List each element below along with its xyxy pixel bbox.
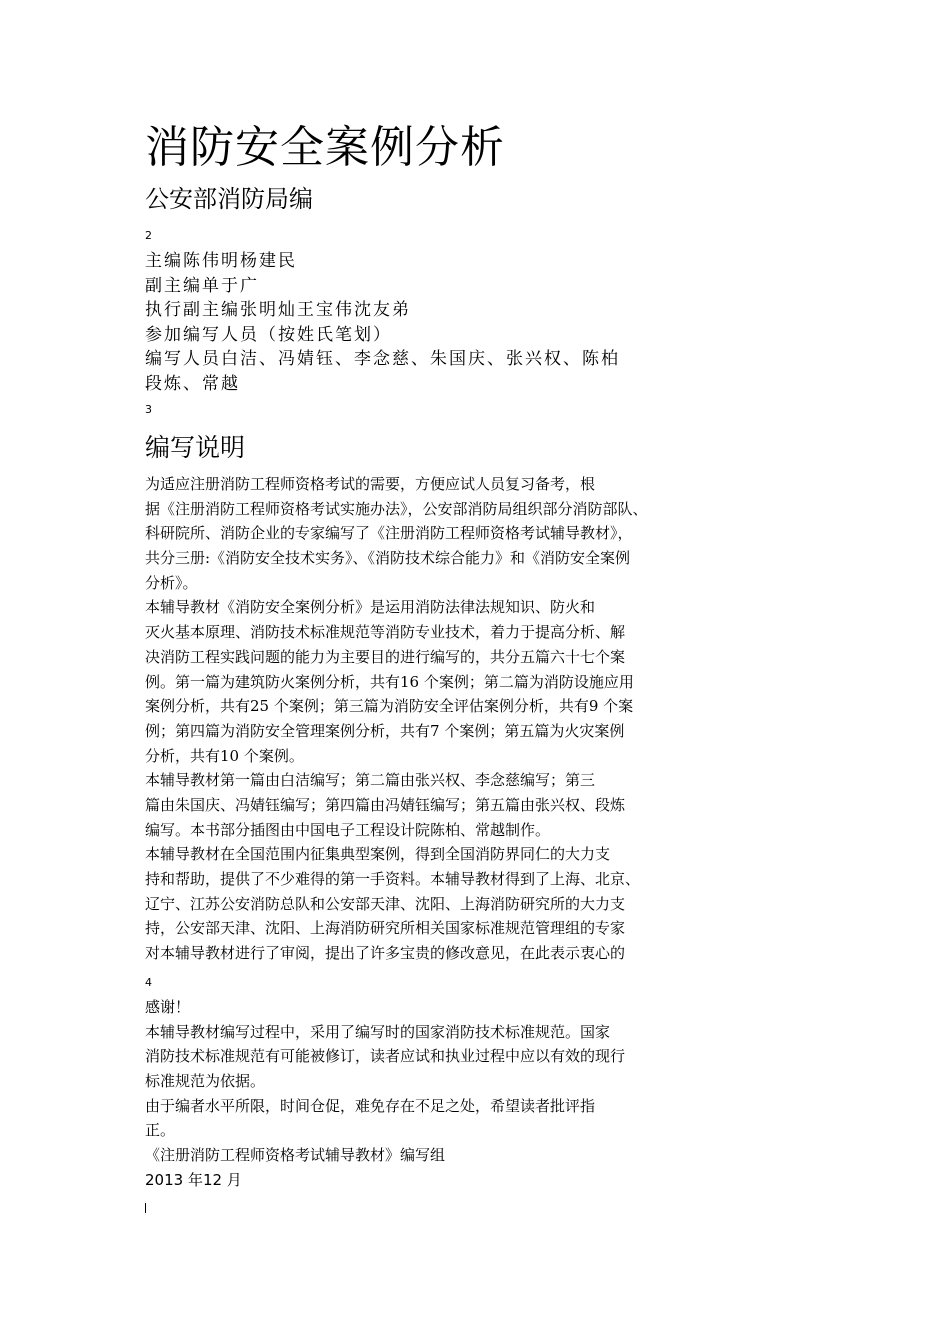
body-text-block [145, 995, 625, 1193]
body-line: 为适应注册消防工程师资格考试的需要，方便应试人员复习备考，根 [145, 475, 596, 493]
page-number: 3 [145, 403, 152, 416]
credit-line: 副主编单于广 [145, 275, 259, 296]
body-line: 由于编者水平所限，时间仓促，难免存在不足之处，希望读者批评指 [145, 1096, 596, 1115]
credit-line: 编写人员白洁、冯婧钰、李念慈、朱国庆、张兴权、陈柏 [145, 349, 620, 369]
body-line: 本辅导教材《消防安全案例分析》是运用消防法律法规知识、防火和 [145, 598, 596, 617]
body-line: 感谢！ [145, 998, 191, 1016]
body-line: 灭火基本原理、消防技术标准规范等消防专业技术，着力于提高分析、解 [145, 623, 626, 642]
body-line: 对本辅导教材进行了审阅，提出了许多宝贵的修改意见，在此表示衷心的 [145, 944, 626, 963]
body-line: 分析，共有10 个案例。 [145, 746, 304, 765]
page-number: 4 [145, 976, 152, 989]
body-text-block [145, 472, 648, 966]
text-cursor [145, 1203, 146, 1213]
credit-line: 参加编写人员（按姓氏笔划） [145, 324, 392, 345]
body-line: 持，公安部天津、沈阳、上海消防研究所相关国家标准规范管理组的专家 [145, 919, 626, 938]
body-line: 辽宁、江苏公安消防总队和公安部天津、沈阳、上海消防研究所的大力支 [145, 894, 626, 913]
credit-line: 执行副主编张明灿王宝伟沈友弟 [145, 300, 411, 320]
document-title: 消防安全案例分析 [145, 122, 505, 173]
body-line: 消防技术标准规范有可能被修订，读者应试和执业过程中应以有效的现行 [145, 1047, 626, 1066]
credit-line: 主编陈伟明杨建民 [145, 251, 297, 271]
body-line: 《注册消防工程师资格考试辅导教材》编写组 [145, 1146, 446, 1165]
page-number: 2 [145, 229, 152, 242]
editorial-credits [145, 249, 620, 396]
body-line: 本辅导教材编写过程中，采用了编写时的国家消防技术标准规范。国家 [145, 1022, 611, 1041]
body-line: 标准规范为依据。 [145, 1072, 266, 1091]
body-line: 例；第四篇为消防安全管理案例分析，共有7 个案例；第五篇为火灾案例 [145, 721, 625, 740]
credit-line: 段炼、常越 [145, 373, 240, 394]
publication-date: 2013 年12 月 [145, 1170, 242, 1189]
body-line: 持和帮助，提供了不少难得的第一手资料。本辅导教材得到了上海、北京、 [145, 870, 641, 888]
body-line: 据《注册消防工程师资格考试实施办法》，公安部消防局组织部分消防部队、 [145, 499, 648, 518]
body-line: 科研院所、消防企业的专家编写了《注册消防工程师资格考试辅导教材》， [145, 524, 633, 543]
body-line: 编写。本书部分插图由中国电子工程设计院陈柏、常越制作。 [145, 820, 551, 839]
document-subtitle: 公安部消防局编 [145, 185, 313, 213]
body-line: 正。 [145, 1121, 176, 1140]
body-line: 篇由朱国庆、冯婧钰编写；第四篇由冯婧钰编写；第五篇由张兴权、段炼 [145, 795, 626, 814]
body-line: 本辅导教材在全国范围内征集典型案例，得到全国消防界同仁的大力支 [145, 845, 611, 864]
section-heading: 编写说明 [145, 433, 246, 462]
body-line: 分析》。 [145, 573, 198, 592]
body-line: 决消防工程实践问题的能力为主要目的进行编写的，共分五篇六十七个案 [145, 647, 626, 666]
body-line: 共分三册:《消防安全技术实务》、《消防技术综合能力》和《消防安全案例 [145, 549, 631, 568]
body-line: 案例分析，共有25 个案例；第三篇为消防安全评估案例分析，共有9 个案 [145, 697, 634, 716]
body-line: 本辅导教材第一篇由白洁编写；第二篇由张兴权、李念慈编写；第三 [145, 771, 596, 790]
body-line: 例。第一篇为建筑防火案例分析，共有16 个案例；第二篇为消防设施应用 [145, 672, 634, 691]
